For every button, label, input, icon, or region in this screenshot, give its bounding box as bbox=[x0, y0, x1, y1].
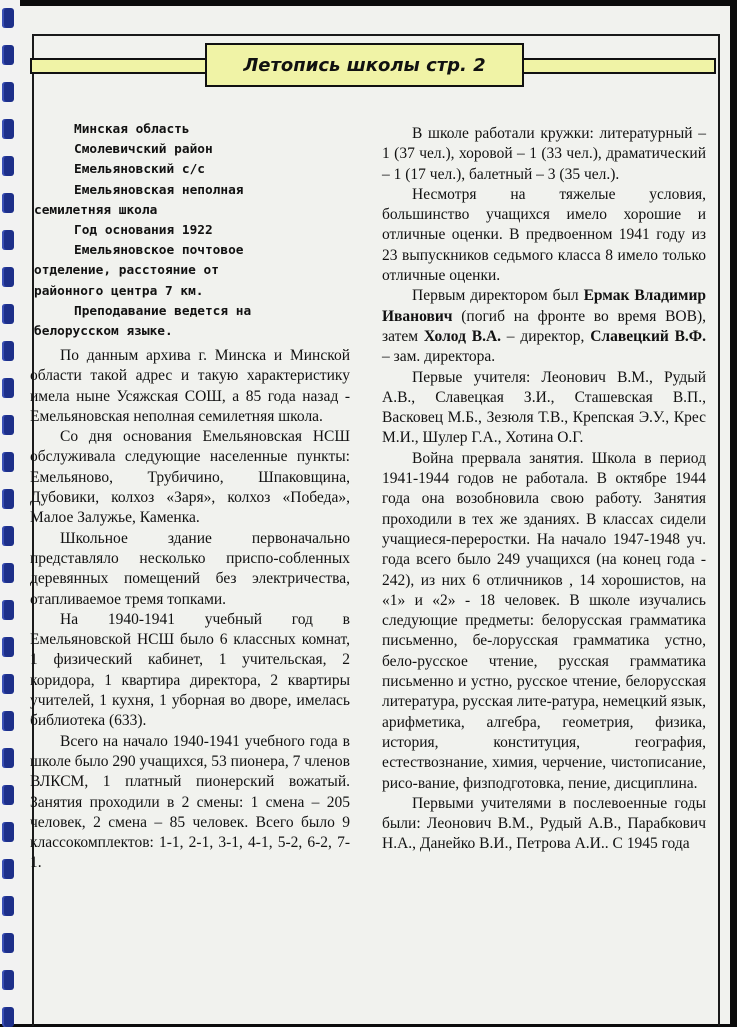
paragraph-first-teachers: Первые учителя: Леонович В.М., Рудый А.В., Славецкая З.И., Сташевская В.П., Васковец М.Б., Зезюля Т.В., Крепская Э.У., Крес М.И., Шулер Г.А., Хотина О.Г. bbox=[382, 368, 706, 447]
page-title: Летопись школы стр. 2 bbox=[205, 43, 524, 87]
paragraph-settlements: Со дня основания Емельяновская НСШ обслуживала следующие населенные пункты: Емельяново, Трубичино, Шпаковщина, Дубовики, колхоз «Заря», колхоз «Победа», Малое Залужье, Каменка. bbox=[30, 428, 350, 527]
header-line: Минская область bbox=[74, 122, 190, 137]
right-column bbox=[382, 124, 706, 855]
header-line: Емельяновский с/с bbox=[74, 162, 205, 178]
directors-text: (погиб на фронте во время ВОВ), затем bbox=[382, 307, 706, 345]
binding-ring bbox=[2, 674, 14, 694]
binding-ring bbox=[2, 748, 14, 768]
director-name-ermak: Ермак Владимир Иванович bbox=[382, 287, 706, 325]
binding-ring bbox=[2, 637, 14, 657]
directors-text: – директор, bbox=[501, 327, 591, 345]
header-line: Смолевичский район bbox=[74, 142, 213, 158]
binding-ring bbox=[2, 8, 14, 28]
header-line: Емельяновская неполная bbox=[74, 182, 244, 198]
header-line: Год основания 1922 bbox=[74, 223, 213, 239]
deputy-name-slavetsky: Славецкий В.Ф. bbox=[590, 327, 706, 345]
binding-ring bbox=[2, 45, 14, 65]
binding-ring bbox=[2, 304, 14, 324]
binding-ring bbox=[2, 1007, 14, 1027]
binding-ring bbox=[2, 526, 14, 546]
paragraph-archive: По данным архива г. Минска и Минской области такой адрес и такую характеристику имела ныне Усяжская СОШ, а 85 года назад - Емельяновская неполная семилетняя школа. bbox=[30, 347, 350, 425]
binding-ring bbox=[2, 156, 14, 176]
header-line: Преподавание ведется на bbox=[74, 303, 252, 319]
binding-ring bbox=[2, 896, 14, 916]
binding-ring bbox=[2, 933, 14, 953]
binding-ring bbox=[2, 267, 14, 287]
binding-ring bbox=[2, 489, 14, 509]
directors-text: – зам. директора. bbox=[382, 348, 496, 366]
paragraph-directors bbox=[382, 286, 706, 367]
spiral-binding bbox=[0, 0, 20, 1024]
header-line: районного центра 7 км. bbox=[34, 283, 204, 299]
title-ribbon-right bbox=[520, 58, 716, 74]
binding-ring bbox=[2, 600, 14, 620]
directors-text: Первым директором был bbox=[412, 287, 584, 305]
binding-ring bbox=[2, 970, 14, 990]
binding-ring bbox=[2, 563, 14, 583]
binding-ring bbox=[2, 822, 14, 842]
binding-ring bbox=[2, 415, 14, 435]
header-line: семилетняя школа bbox=[34, 202, 158, 218]
binding-ring bbox=[2, 82, 14, 102]
paragraph-postwar-teachers: Первыми учителями в послевоенные годы были: Леонович В.М., Рудый А.В., Парабкович Н.А., Данейко В.И., Петрова А.И.. С 1945 года bbox=[382, 794, 706, 853]
binding-ring bbox=[2, 230, 14, 250]
paragraph-clubs: В школе работали кружки: литературный – 1 (37 чел.), хоровой – 1 (33 чел.), драматический – 1 (17 чел.), балетный – 3 (35 чел.). bbox=[382, 125, 706, 183]
paragraph-war: Война прервала занятия. Школа в период 1941-1944 годов не работала. В октябре 1944 года она возобновила свою работу. Занятия проходили в тех же зданиях. В классах сидели учащиеся-переростки. На начало 1947-1948 уч. года всего было 249 учащихся (на конец года - 242), из них 6 отличников , 14 хорошистов, на «1» и «2» - 18 человек. В школе изучались следующие предметы: белорусская грамматика письменно, бе-лорусская грамматика устно, бело-русское чтение, русская грамматика письменно и устно, русское чтение, белорусская литература, русская лите-ратура, немецкий язык, арифметика, алгебра, геометрия, физика, история, конституция, география, естествознание, химия, черчение, чистописание, рисо-вание, физподготовка, пение, дисциплина. bbox=[382, 449, 706, 792]
header-line: отделение, расстояние от bbox=[34, 263, 219, 279]
binding-ring bbox=[2, 119, 14, 139]
paragraph-students: Всего на начало 1940-1941 учебного года в школе было 290 учащихся, 53 пионера, 7 членов ВЛКСМ, 1 платный пионерский вожатый. Занятия проходили в 2 смены: 1 смена – 205 человек, 2 смена – 85 человек. Всего было 9 классокомплектов: 1-1, 2-1, 3-1, 4-1, 5-2, 6-2, 7-1. bbox=[30, 732, 350, 872]
paragraph-grades: Несмотря на тяжелые условия, большинство учащихся имело хорошие и отличные оценки. В предвоенном 1941 году из 23 выпускников седьмого класса 8 имело только отличные оценки. bbox=[382, 185, 706, 285]
school-header-block bbox=[34, 120, 334, 342]
header-line: белорусском языке. bbox=[34, 324, 173, 340]
binding-ring bbox=[2, 341, 14, 361]
binding-ring bbox=[2, 859, 14, 879]
binding-ring bbox=[2, 785, 14, 805]
paragraph-building: Школьное здание первоначально представляло несколько приспо-собленных деревянных помещений без электричества, отапливаемое тремя топками. bbox=[30, 529, 350, 608]
left-column bbox=[30, 346, 350, 874]
header-line: Емельяновское почтовое bbox=[74, 243, 244, 259]
paragraph-rooms: На 1940-1941 учебный год в Емельяновской НСШ было 6 классных комнат, 1 физический кабинет, 1 учительская, 2 коридора, 1 квартира директора, 2 квартиры учителей, 1 кухня, 1 уборная во дворе, имелась библиотека (633). bbox=[30, 610, 350, 730]
document-page bbox=[20, 6, 730, 1024]
binding-ring bbox=[2, 193, 14, 213]
binding-ring bbox=[2, 711, 14, 731]
title-ribbon-left bbox=[30, 58, 207, 74]
binding-ring bbox=[2, 378, 14, 398]
director-name-holod: Холод В.А. bbox=[423, 327, 502, 345]
binding-ring bbox=[2, 452, 14, 472]
